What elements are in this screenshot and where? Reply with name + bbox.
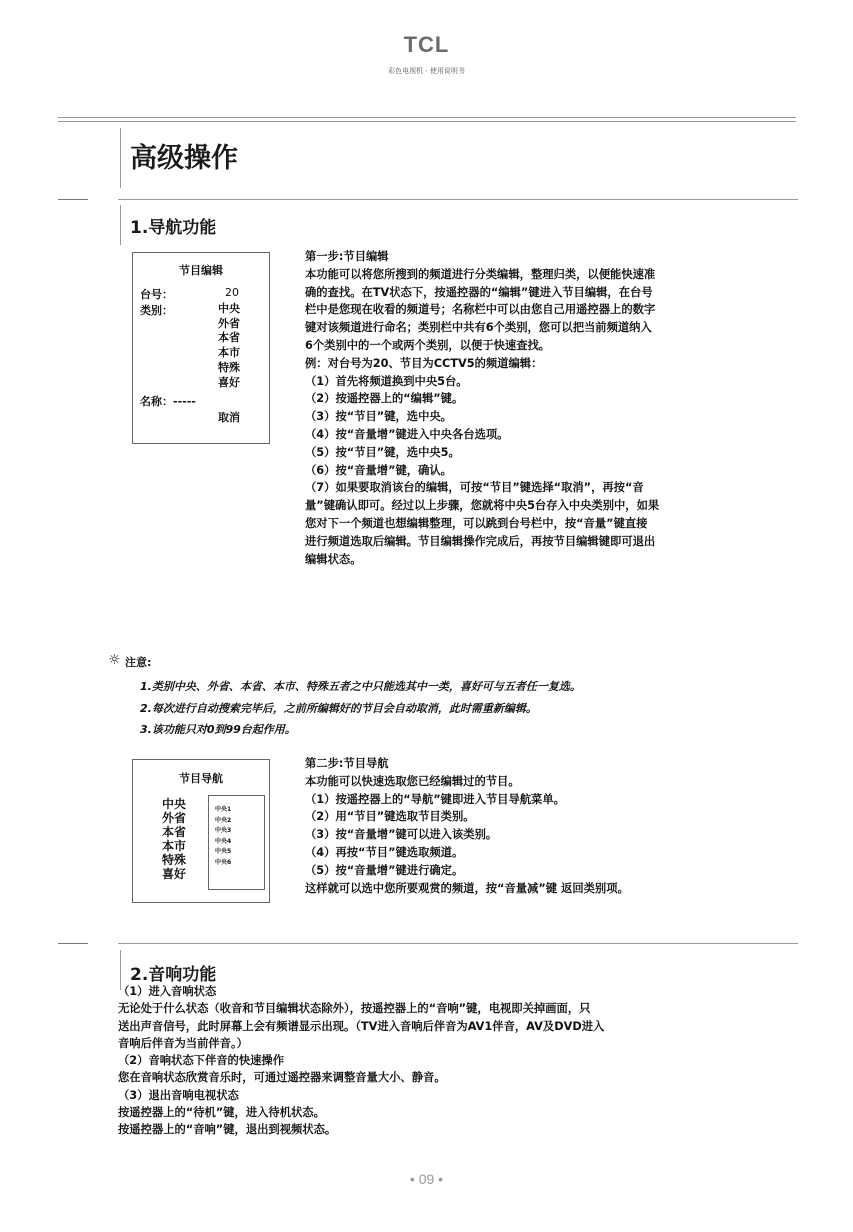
- step2-line: 本功能可以快速选取您已经编辑过的节目。: [305, 774, 520, 788]
- category-item: 喜好: [218, 375, 240, 389]
- step1-line: 本功能可以将您所搜到的频道进行分类编辑，整理归类，以便能快速准: [305, 267, 656, 281]
- audio-line: （1）进入音响状态: [118, 985, 217, 998]
- step1-line: 6个类别中的一个或两个类别，以便于快速查找。: [305, 338, 551, 352]
- category-list: [218, 302, 240, 390]
- step2-block: [305, 755, 629, 897]
- step2-title: 第二步:节目导航: [305, 757, 389, 770]
- nav-channel: 中央2: [215, 816, 232, 824]
- step2-line: （2）用“节目”键选取节目类别。: [305, 810, 475, 824]
- step1-line: 栏中是您现在收看的频道号；名称栏中可以由您自己用遥控器上的数字: [305, 303, 656, 317]
- nav-category: 喜好: [162, 867, 187, 881]
- divider: [58, 117, 796, 118]
- nav-category-list: [162, 797, 186, 881]
- step1-line: 确的查找。在TV状态下，按遥控器的“编辑”键进入节目编辑，在台号: [305, 285, 653, 299]
- menu-title: 节目编辑: [179, 264, 223, 277]
- category-item: 本市: [218, 346, 240, 360]
- cancel-option: 取消: [218, 411, 240, 424]
- audio-line: 您在音响状态欣赏音乐时，可通过遥控器来调整音量大小、静音。: [118, 1071, 446, 1085]
- divider: [58, 199, 88, 200]
- step1-line: 进行频道选取后编辑。节目编辑操作完成后，再按节目编辑键即可退出: [305, 534, 656, 548]
- step1-line: 例：对台号为20、节目为CCTV5的频道编辑：: [305, 356, 543, 370]
- section-title-navigation: 1.导航功能: [130, 218, 217, 238]
- step1-line: （1）首先将频道换到中央5台。: [305, 374, 468, 388]
- nav-category: 本省: [162, 825, 187, 839]
- step2-line: （5）按“音量增”键进行确定。: [305, 863, 464, 877]
- category-label: 类别：: [140, 304, 173, 317]
- page-number: • 09 •: [409, 1171, 444, 1187]
- category-item: 外省: [218, 316, 240, 330]
- menu-title: 节目导航: [179, 772, 223, 785]
- step1-line: （3）按“节目”键，选中央。: [305, 410, 452, 424]
- audio-block: [118, 983, 604, 1139]
- note-item: 1.类别中央、外省、本省、本市、特殊五者之中只能选其中一类，喜好可与五者任一复选。: [140, 680, 581, 693]
- divider: [118, 199, 798, 200]
- nav-channel-list: [208, 795, 265, 890]
- nav-channel: 中央1: [215, 806, 232, 813]
- audio-line: 送出声音信号，此时屏幕上会有频谱显示出现。（TV进入音响后伴音为AV1伴音，AV及DVD进入: [118, 1019, 605, 1033]
- section-title-audio: 2.音响功能: [130, 965, 217, 985]
- step1-line: （5）按“节目”键，选中央5。: [305, 445, 460, 459]
- nav-channel: 中央4: [215, 837, 232, 845]
- name-label: 名称：-----: [140, 395, 196, 408]
- sun-icon: ☼: [108, 652, 121, 668]
- section-bar: [120, 205, 121, 245]
- step2-line: （3）按“音量增”键可以进入该类别。: [305, 828, 498, 842]
- step1-line: 量”键确认即可。经过以上步骤，您就将中央5台存入中央类别中，如果: [305, 499, 660, 513]
- divider: [118, 943, 798, 944]
- nav-channel: 中央5: [215, 848, 232, 855]
- step1-line: （2）按遥控器上的“编辑”键。: [305, 392, 464, 406]
- brand-logo: TCL: [403, 32, 450, 57]
- step1-line: 您对下一个频道也想编辑整理，可以跳到台号栏中，按“音量”键直接: [305, 516, 648, 530]
- nav-category: 特殊: [162, 853, 187, 867]
- category-item: 特殊: [218, 360, 240, 374]
- step1-line: （7）如果要取消该台的编辑，可按“节目”键选择“取消”，再按“音: [305, 481, 644, 495]
- nav-category: 外省: [162, 811, 187, 825]
- step1-title: 第一步:节目编辑: [305, 250, 389, 263]
- audio-line: （2）音响状态下伴音的快速操作: [118, 1054, 285, 1068]
- step1-line: 编辑状态。: [305, 552, 362, 566]
- audio-line: 按遥控器上的“待机”键，进入待机状态。: [118, 1106, 325, 1120]
- channel-value: 20: [225, 286, 239, 299]
- category-item: 中央: [218, 302, 240, 315]
- note-item: 3.该功能只对0到99台起作用。: [140, 723, 296, 736]
- step1-line: （4）按“音量增”键进入中央各台选项。: [305, 427, 509, 441]
- audio-line: 按遥控器上的“音响”键，退出到视频状态。: [118, 1123, 337, 1137]
- divider: [58, 121, 796, 122]
- divider: [58, 943, 88, 944]
- brand-subtitle: 彩色电视机 · 使用说明书: [388, 67, 465, 75]
- step2-line: （1）按遥控器上的“导航”键即进入节目导航菜单。: [305, 792, 565, 806]
- category-item: 本省: [218, 331, 240, 345]
- step2-line: （4）再按“节目”键选取频道。: [305, 845, 464, 859]
- step1-line: 键对该频道进行命名；类别栏中共有6个类别，您可以把当前频道纳入: [305, 321, 652, 335]
- audio-line: 无论处于什么状态（收音和节目编辑状态除外），按遥控器上的“音响”键，电视即关掉画面，只: [118, 1002, 591, 1016]
- step1-line: （6）按“音量增”键，确认。: [305, 463, 452, 477]
- channel-label: 台号：: [140, 288, 173, 301]
- audio-line: （3）退出音响电视状态: [118, 1088, 239, 1102]
- note-item: 2.每次进行自动搜索完毕后，之前所编辑好的节目会自动取消，此时需重新编辑。: [140, 701, 537, 715]
- page-title: 高级操作: [130, 143, 238, 174]
- nav-category: 本市: [162, 839, 187, 853]
- step1-block: [305, 248, 659, 568]
- program-edit-menu: [132, 252, 270, 444]
- nav-category: 中央: [162, 797, 187, 811]
- title-bar: [120, 128, 121, 188]
- note-list: [140, 676, 581, 741]
- nav-channel: 中央6: [215, 858, 232, 866]
- audio-line: 音响后伴音为当前伴音。）: [118, 1036, 248, 1050]
- nav-channel: 中央3: [215, 827, 232, 834]
- note-title: 注意:: [125, 656, 152, 669]
- step2-line: 这样就可以选中您所要观赏的频道，按“音量减”键 返回类别项。: [305, 881, 629, 895]
